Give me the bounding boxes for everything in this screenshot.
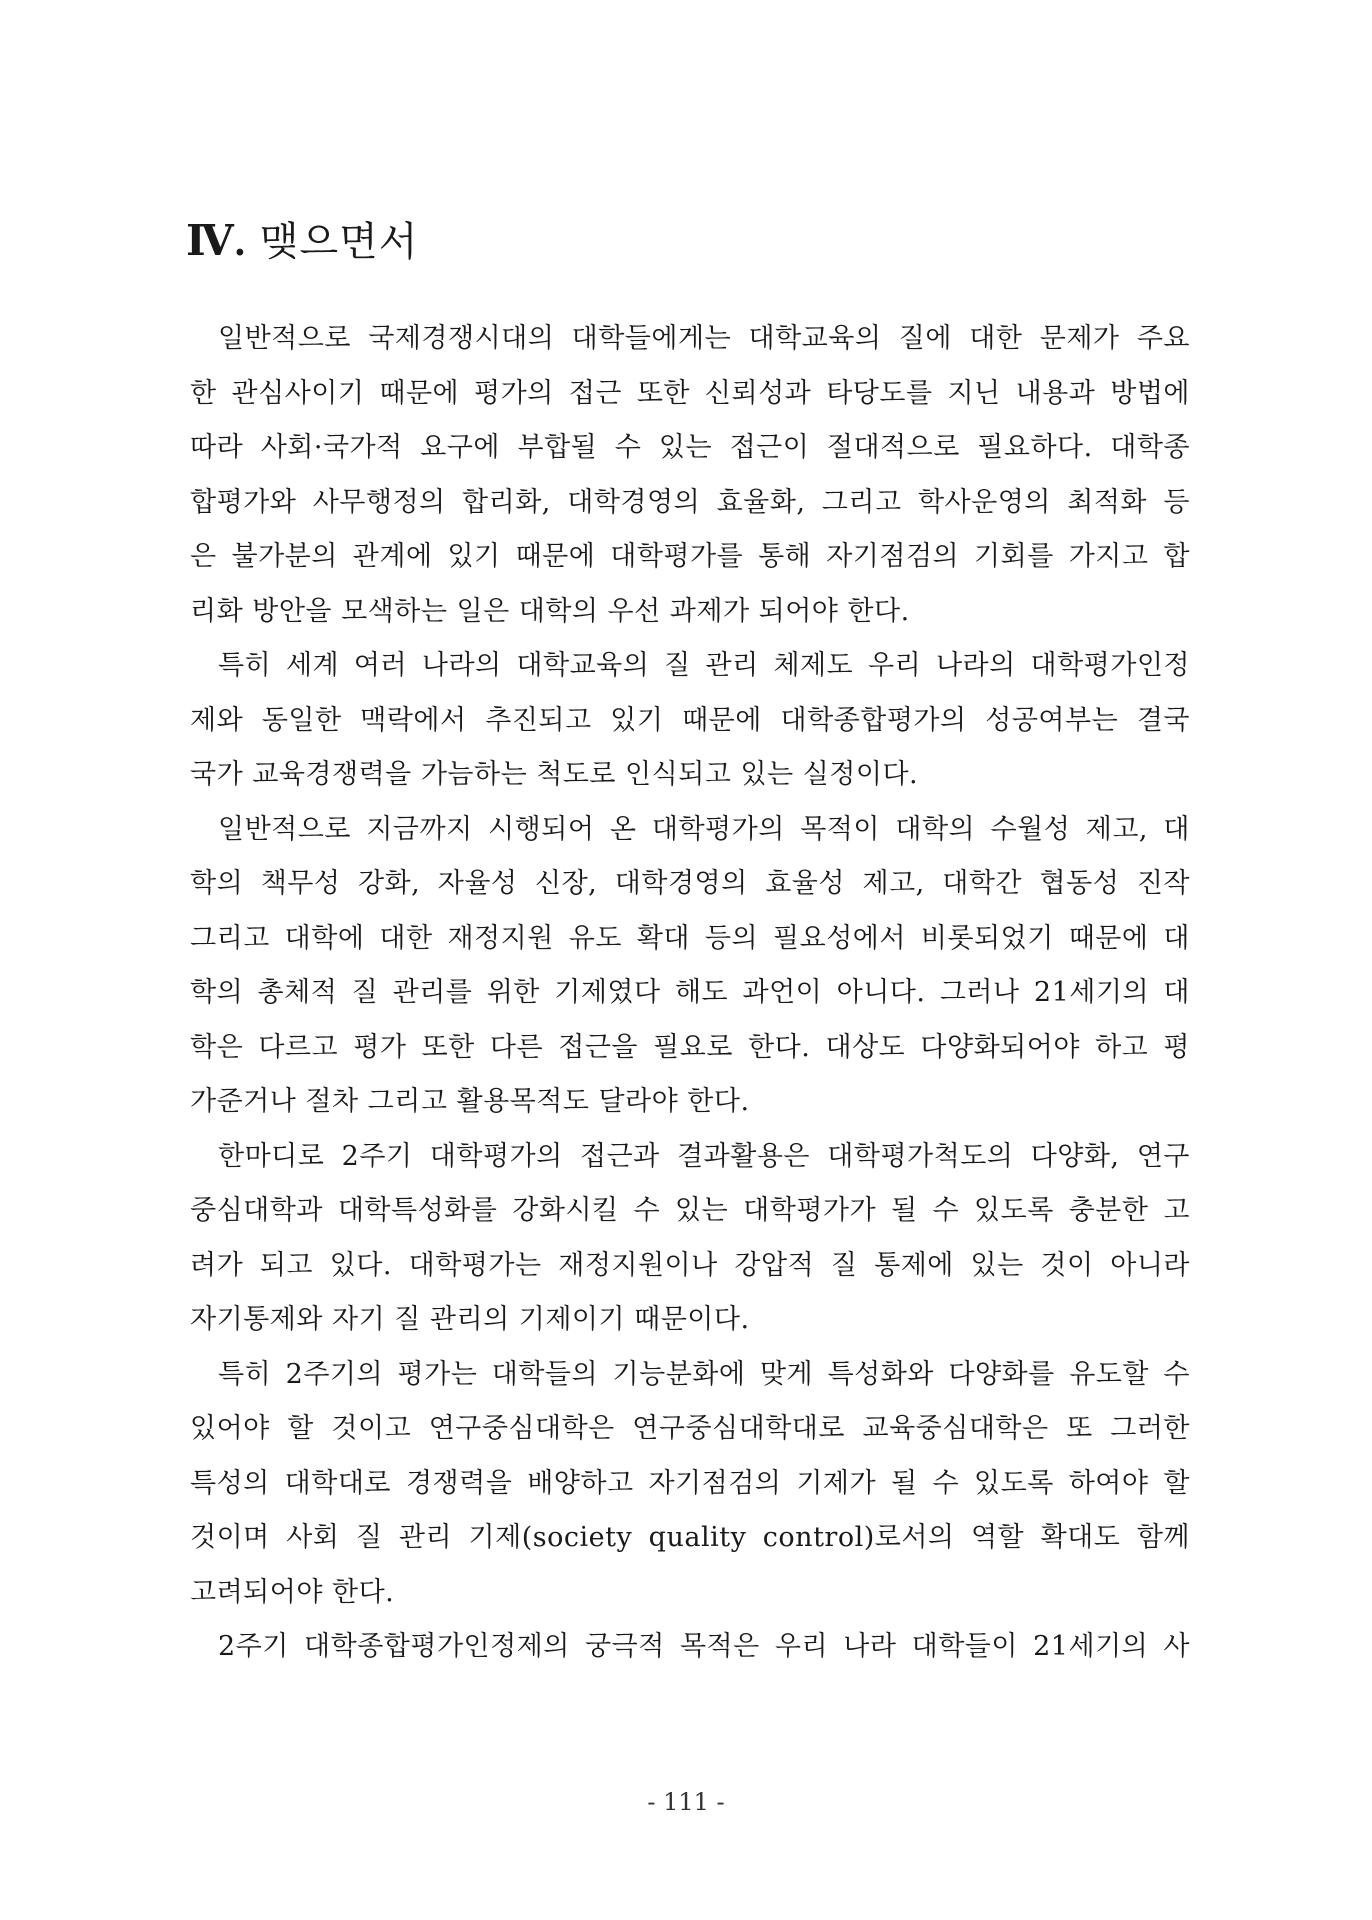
text-line: 2주기 대학종합평가인정제의 궁극적 목적은 우리 나라 대학들이 21세기의 사 bbox=[218, 1631, 1190, 1662]
text-line: 일반적으로 지금까지 시행되어 온 대학평가의 목적이 대학의 수월성 제고, 대 bbox=[218, 813, 1190, 845]
text-line: 있어야 할 것이고 연구중심대학은 연구중심대학대로 교육중심대학은 또 그러한 bbox=[190, 1413, 1190, 1444]
text-line: 가준거나 절차 그리고 활용목적도 달라야 한다. bbox=[190, 1086, 750, 1117]
section-heading bbox=[186, 212, 418, 272]
paragraph bbox=[190, 1348, 1190, 1621]
text-line: 자기통제와 자기 질 관리의 기제이기 때문이다. bbox=[190, 1304, 750, 1335]
paragraph bbox=[190, 639, 1190, 803]
text-line: 한마디로 2주기 대학평가의 접근과 결과활용은 대학평가척도의 다양화, 연구 bbox=[218, 1140, 1190, 1172]
text-line: 특히 2주기의 평가는 대학들의 기능분화에 맞게 특성화와 다양화를 유도할 수 bbox=[218, 1358, 1190, 1390]
text-line: 제와 동일한 맥락에서 추진되고 있기 때문에 대학종합평가의 성공여부는 결국 bbox=[190, 704, 1190, 736]
paragraph bbox=[190, 803, 1190, 1130]
text-line: 은 불가분의 관계에 있기 때문에 대학평가를 통해 자기점검의 기회를 가지고 합 bbox=[190, 541, 1190, 572]
text-line: 따라 사회·국가적 요구에 부합될 수 있는 접근이 절대적으로 필요하다. 대학종 bbox=[190, 432, 1190, 463]
text-line: 리화 방안을 모색하는 일은 대학의 우선 과제가 되어야 한다. bbox=[190, 595, 910, 627]
text-line: 합평가와 사무행정의 합리화, 대학경영의 효율화, 그리고 학사운영의 최적화 등 bbox=[190, 486, 1190, 518]
text-line: 려가 되고 있다. 대학평가는 재정지원이나 강압적 질 통제에 있는 것이 아니라 bbox=[190, 1249, 1190, 1281]
paragraph bbox=[190, 312, 1190, 639]
text-line: 학의 총체적 질 관리를 위한 기제였다 해도 과언이 아니다. 그러나 21세기의 대 bbox=[190, 977, 1190, 1008]
text-line: 학의 책무성 강화, 자율성 신장, 대학경영의 효율성 제고, 대학간 협동성 진작 bbox=[190, 868, 1190, 899]
text-line: 중심대학과 대학특성화를 강화시킬 수 있는 대학평가가 될 수 있도록 충분한 고 bbox=[190, 1195, 1190, 1226]
section-title: 맺으면서 bbox=[259, 219, 419, 265]
text-line: 일반적으로 국제경쟁시대의 대학들에게는 대학교육의 질에 대한 문제가 주요 bbox=[218, 323, 1190, 354]
paragraph bbox=[190, 1620, 1190, 1675]
body-text bbox=[190, 312, 1190, 1675]
text-line: 고려되어야 한다. bbox=[190, 1576, 395, 1608]
text-line: 특히 세계 여러 나라의 대학교육의 질 관리 체제도 우리 나라의 대학평가인정 bbox=[218, 650, 1190, 681]
text-line: 특성의 대학대로 경쟁력을 배양하고 자기점검의 기제가 될 수 있도록 하여야 할 bbox=[190, 1467, 1190, 1499]
text-line: 국가 교육경쟁력을 가늠하는 척도로 인식되고 있는 실정이다. bbox=[190, 759, 919, 790]
section-number: Ⅳ. bbox=[186, 219, 247, 265]
text-line: 그리고 대학에 대한 재정지원 유도 확대 등의 필요성에서 비롯되었기 때문에 대 bbox=[190, 922, 1190, 954]
text-line: 한 관심사이기 때문에 평가의 접근 또한 신뢰성과 타당도를 지닌 내용과 방법에 bbox=[190, 377, 1190, 409]
text-line: 학은 다르고 평가 또한 다른 접근을 필요로 한다. 대상도 다양화되어야 하고 평 bbox=[190, 1031, 1190, 1063]
text-line: 것이며 사회 질 관리 기제(society quality control)로서의 역할 확대도 함께 bbox=[190, 1522, 1190, 1553]
paragraph bbox=[190, 1130, 1190, 1348]
page-number: - 111 - bbox=[647, 1788, 725, 1816]
